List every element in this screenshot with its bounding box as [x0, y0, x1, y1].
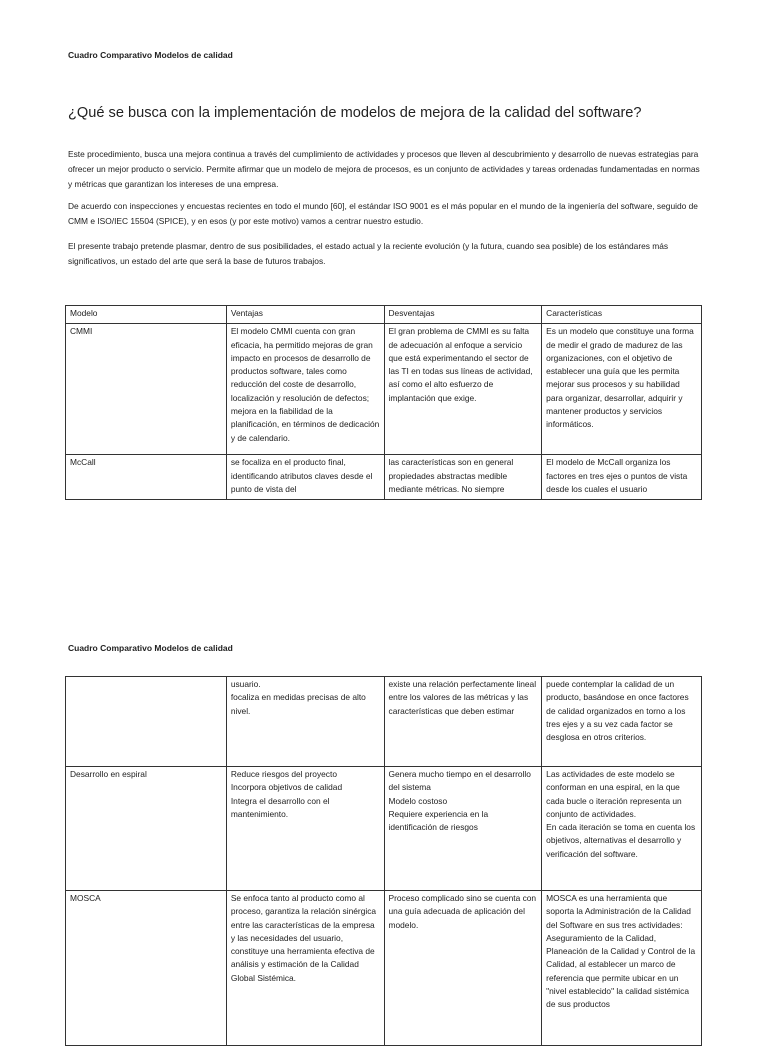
- cell-line: Genera mucho tiempo en el desarrollo del sistema: [388, 769, 531, 793]
- document-title: ¿Qué se busca con la implementación de modelos de mejora de la calidad del software?: [68, 105, 642, 121]
- cell-ventajas: [226, 677, 384, 767]
- cell-ventajas: se focaliza en el producto final, identificando atributos claves desde el punto de vista del: [226, 455, 384, 500]
- table-row: [66, 891, 702, 1046]
- cell-line: MOSCA es una herramienta que soporta la Administración de la Calidad del Software en sus tres actividades: Aseguramiento de la Calidad, Planeación de la Calidad y Control de la Calidad, al establecer un marco de referencia que permite ubicar en un "nivel establecido" la calidad sistémica de sus productos: [546, 893, 696, 1010]
- header-caracteristicas: Características: [542, 306, 702, 324]
- cell-line: existe una relación perfectamente lineal entre los valores de las métricas y las características que deben estimar: [388, 679, 537, 716]
- header-modelo: Modelo: [66, 306, 227, 324]
- cell-modelo: MOSCA: [66, 891, 227, 1046]
- cell-desventajas: [384, 767, 542, 891]
- comparison-table-continued: [65, 676, 702, 1046]
- cell-line: Proceso complicado sino se cuenta con una guía adecuada de aplicación del modelo.: [388, 893, 537, 930]
- cell-caracteristicas: [542, 891, 702, 1046]
- cell-caracteristicas: [542, 677, 702, 767]
- cell-caracteristicas: Es un modelo que constituye una forma de medir el grado de madurez de las organizaciones, con el objetivo de establecer una guía que les permita mejorar sus procesos y su habilidad para organizar, desarrollar, adquirir y mantener productos y servicios informáticos.: [542, 324, 702, 455]
- cell-line: En cada iteración se toma en cuenta los objetivos, alternativas el desarrollo y verificación del software.: [546, 822, 696, 859]
- table-header-row: [66, 306, 702, 324]
- cell-line: Las actividades de este modelo se conforman en una espiral, en la que cada bucle o iteración representa un conjunto de actividades.: [546, 769, 682, 819]
- cell-modelo: Desarrollo en espiral: [66, 767, 227, 891]
- cell-line: Integra el desarrollo con el mantenimiento.: [230, 795, 330, 819]
- comparison-table: [65, 305, 702, 500]
- cell-desventajas: El gran problema de CMMI es su falta de adecuación al enfoque a servicio que está experimentando el sector de las TI en todas sus líneas de actividad, así como el alto esfuerzo de implantación que exige.: [384, 324, 542, 455]
- cell-line: Reduce riesgos del proyecto: [230, 769, 337, 779]
- cell-ventajas: [226, 767, 384, 891]
- table-row: [66, 677, 702, 767]
- cell-desventajas: [384, 891, 542, 1046]
- cell-line: puede contemplar la calidad de un producto, basándose en once factores de calidad organizados en torno a los tres ejes y a su vez cada factor se desglosa en otros criterios.: [546, 679, 689, 743]
- cell-line: Requiere experiencia en la identificación de riesgos: [388, 808, 489, 833]
- cell-modelo: CMMI: [66, 324, 227, 455]
- cell-line: focaliza en medidas precisas de alto nivel.: [230, 692, 366, 716]
- cell-line: Modelo costoso: [388, 795, 448, 806]
- cell-desventajas: las características son en general propiedades abstractas medible mediante métricas. No siempre: [384, 455, 542, 500]
- document-page-2: [0, 600, 768, 1024]
- page-header: Cuadro Comparativo Modelos de calidad: [68, 643, 233, 653]
- paragraph-2: De acuerdo con inspecciones y encuestas recientes en todo el mundo [60], el estándar ISO 9001 es el más popular en el mundo de la ingeniería del software, seguido de CMM e ISO/IEC 15504 (SPICE), y en esos (y por este motivo) vamos a centrar nuestro estudio.: [68, 201, 698, 226]
- cell-caracteristicas: [542, 767, 702, 891]
- header-ventajas: Ventajas: [226, 306, 384, 324]
- cell-line: Se enfoca tanto al producto como al proceso, garantiza la relación sinérgica entre las características de la empresa y las necesidades del usuario, constituye una herramienta efectiva de análisis y estimación de la Calidad Global Sistémica.: [230, 893, 377, 983]
- cell-desventajas: [384, 677, 542, 767]
- table-row: [66, 455, 702, 500]
- page-header: Cuadro Comparativo Modelos de calidad: [68, 50, 233, 60]
- cell-ventajas: [226, 891, 384, 1046]
- header-desventajas: Desventajas: [384, 306, 542, 324]
- table-row: [66, 324, 702, 455]
- cell-ventajas: El modelo CMMI cuenta con gran eficacia, ha permitido mejoras de gran impacto en procesos de desarrollo de productos software, tales como reducción del coste de desarrollo, localización y resolución de defectos; mejora en la fiabilidad de la planificación, en términos de dedicación y de calendario.: [226, 324, 384, 455]
- cell-line: Incorpora objetivos de calidad: [230, 782, 343, 793]
- paragraph-3: El presente trabajo pretende plasmar, dentro de sus posibilidades, el estado actual y la reciente evolución (y la futura, cuando sea posible) de los estándares más significativos, un estado del arte que será la base de futuros trabajos.: [68, 241, 669, 266]
- cell-caracteristicas: El modelo de McCall organiza los factores en tres ejes o puntos de vista desde los cuales el usuario: [542, 455, 702, 500]
- table-row: [66, 767, 702, 891]
- paragraph-1: Este procedimiento, busca una mejora continua a través del cumplimiento de actividades y procesos que lleven al descubrimiento y desarrollo de nuevas estrategias para ofrecer un mejor producto o servicio. Permite afirmar que un modelo de mejora de procesos, es un conjunto de actividades y tareas ordenadas fundamentadas en normas y métricas que garantizan los intereses de una empresa.: [68, 149, 700, 189]
- cell-modelo: [66, 677, 227, 767]
- cell-line: usuario.: [230, 679, 261, 689]
- cell-modelo: McCall: [66, 455, 227, 500]
